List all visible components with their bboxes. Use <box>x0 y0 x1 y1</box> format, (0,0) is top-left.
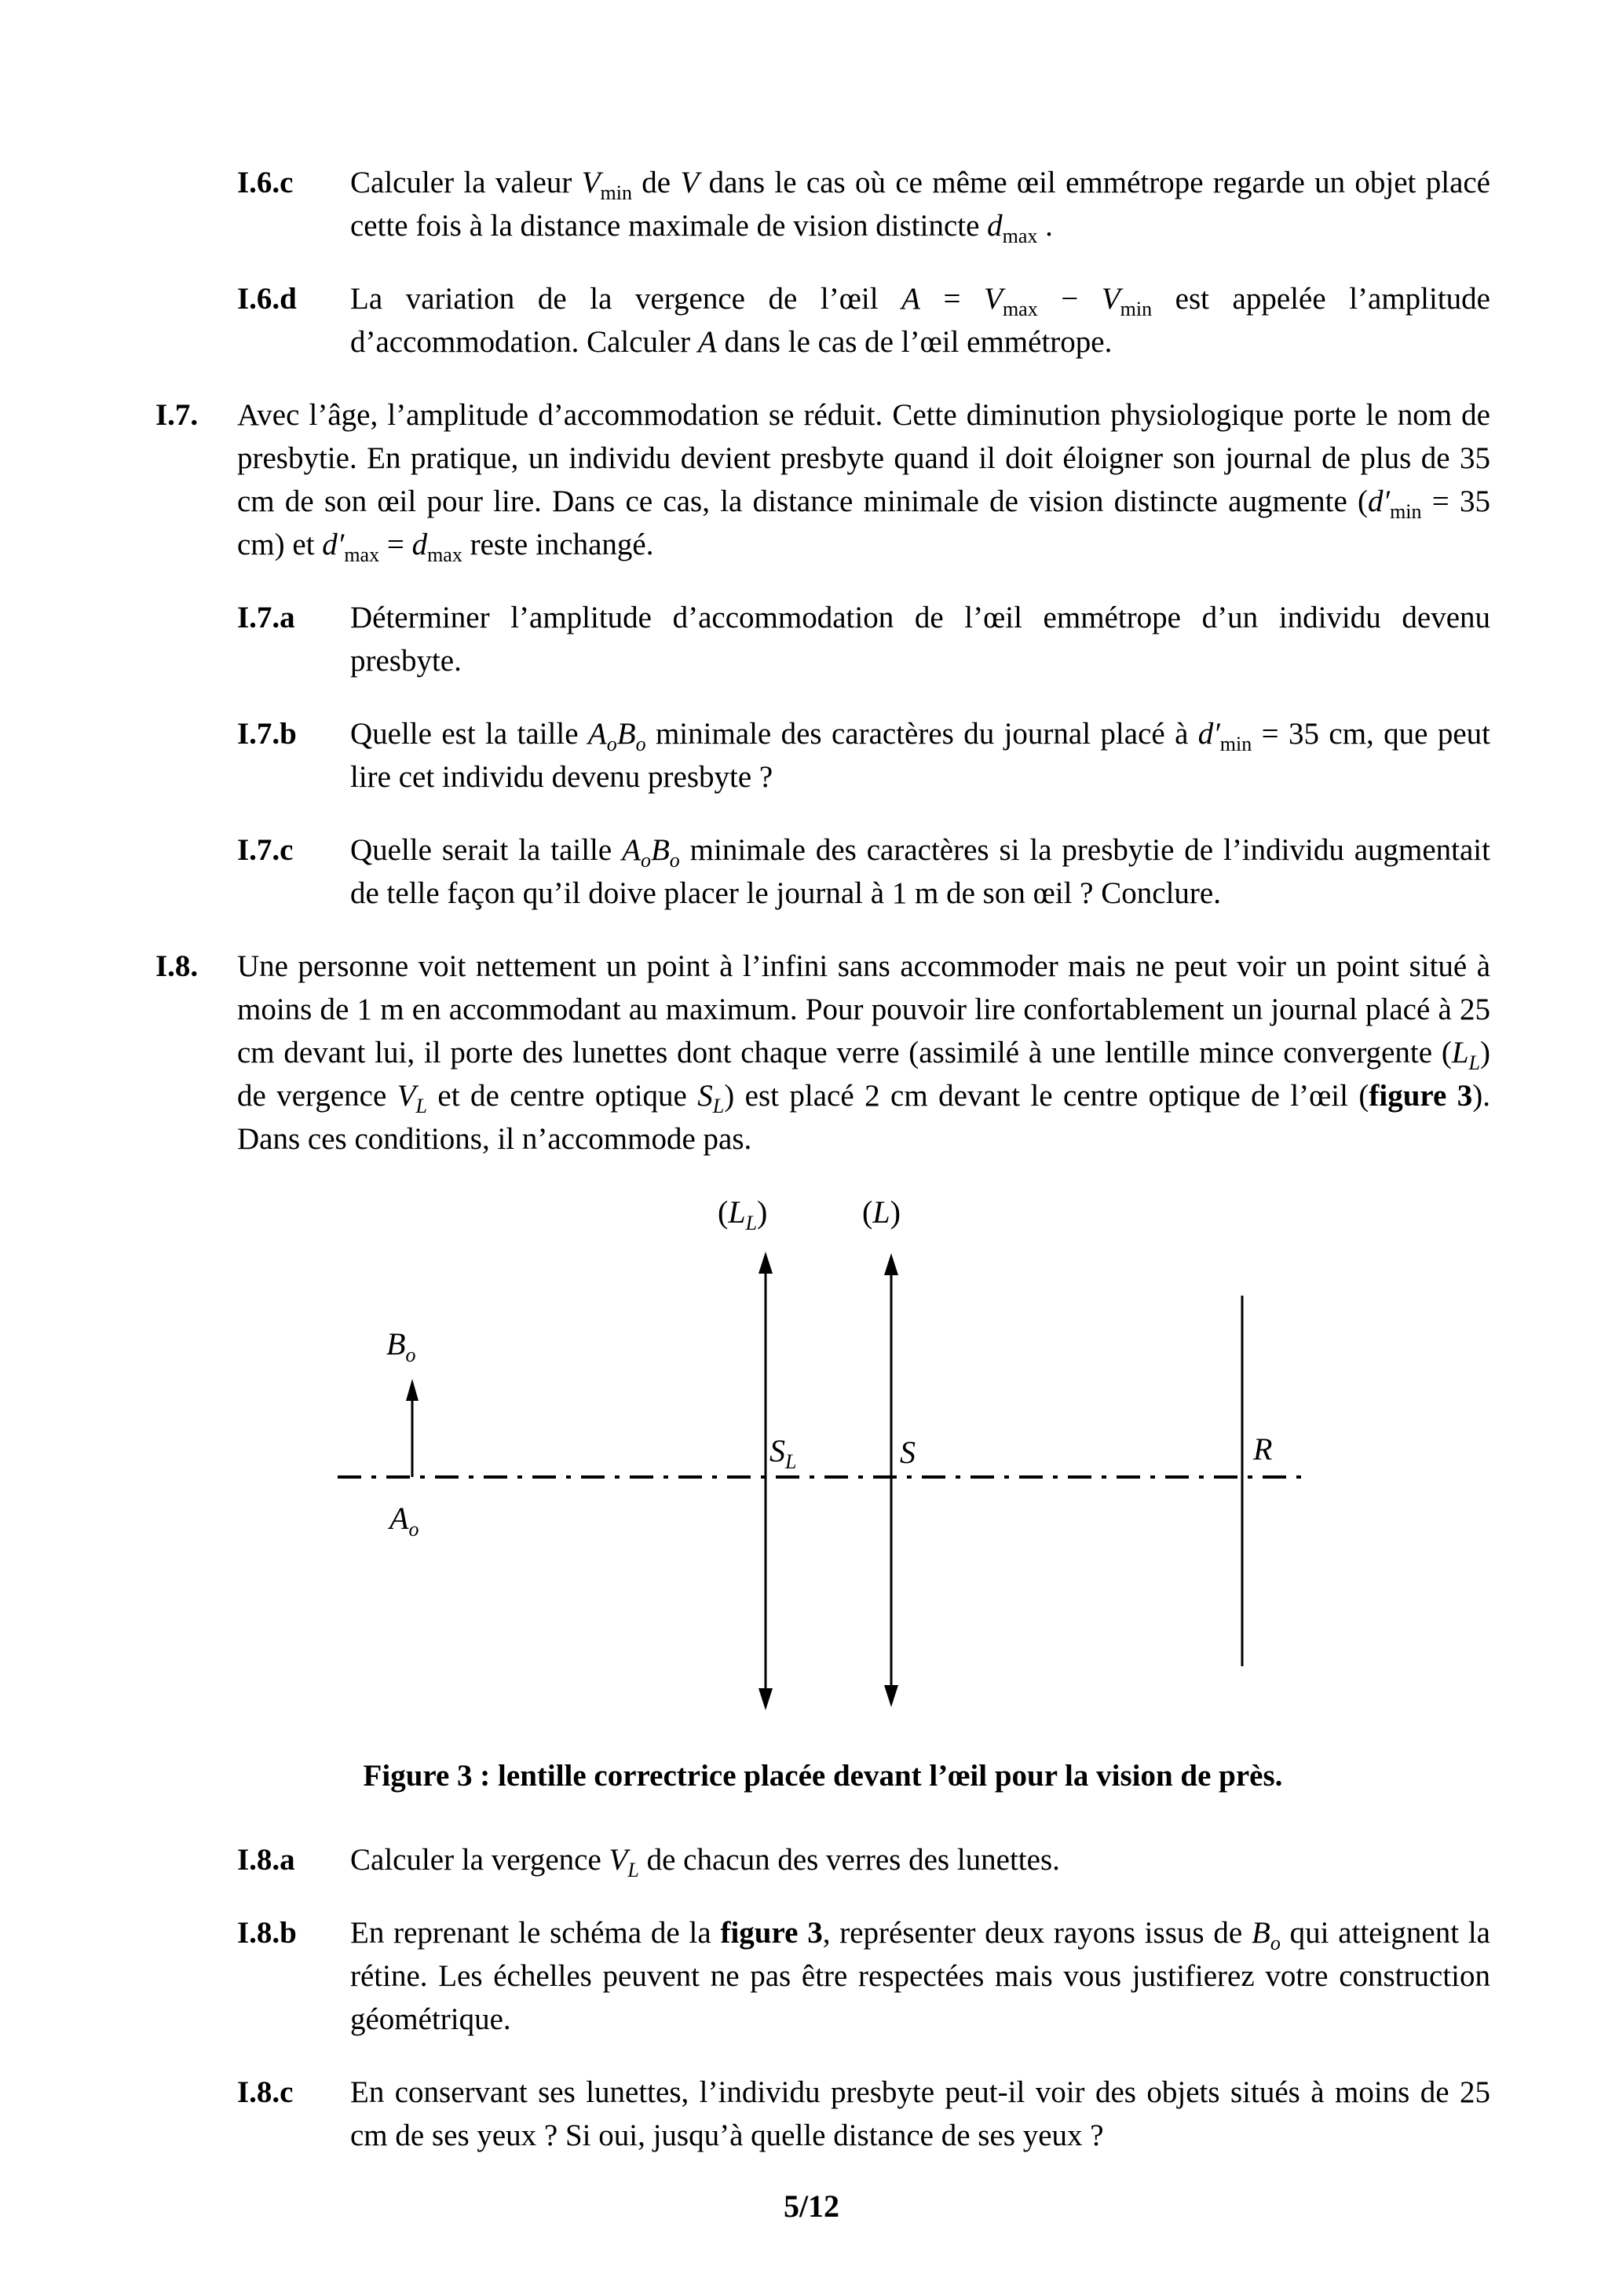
question-label: I.7.b <box>237 717 297 751</box>
question-label: I.7.c <box>237 833 294 867</box>
question-text: La variation de la vergence de l’œil $A = V_{max} - V_{min}$ est appelée l’amplitude d’accommodation. Calculer A dans le cas de l’œil emmétrope. <box>350 282 1490 359</box>
question-item-I7c <box>237 828 1490 915</box>
document-content <box>155 161 1490 2187</box>
question-item-I8b <box>237 1911 1490 2041</box>
question-item-I6c <box>237 161 1490 247</box>
question-text: Une personne voit nettement un point à l’infini sans accommoder mais ne peut voir un point situé à moins de 1 m en accommodant au maximum. Pour pouvoir lire confortablement un journal placé à 25 cm devant lui, il porte des lunettes dont chaque verre (assimilé à une lentille mince convergente $(L_L)$ de vergence $V_L$ et de centre optique $S_L$) est placé 2 cm devant le centre optique de l’œil (figure 3). Dans ces conditions, il n’accommode pas. <box>237 949 1490 1156</box>
question-text: Quelle serait la taille $A_oB_o$ minimale des caractères si la presbytie de l’individu augmentait de telle façon qu’il doive placer le journal à 1 m de son œil ? Conclure. <box>350 833 1490 910</box>
optical-diagram-canvas <box>155 1190 1490 1732</box>
object-top-label: $B_o$ <box>386 1326 416 1366</box>
question-item-I7 <box>155 393 1490 566</box>
question-item-I6d <box>237 277 1490 364</box>
page-number: 5/12 <box>783 2188 840 2224</box>
question-item-I8a <box>237 1838 1490 1881</box>
question-label: I.8.a <box>237 1843 295 1877</box>
question-label: I.8.b <box>237 1916 297 1950</box>
question-text: Quelle est la taille $A_oB_o$ minimale des caractères du journal placé à $d'_{min} = 35$ cm, que peut lire cet individu devenu presbyte ? <box>350 717 1490 794</box>
figure-caption: Figure 3 : lentille correctrice placée devant l’œil pour la vision de près. <box>363 1759 1283 1793</box>
eye-lens-label: (L) <box>862 1194 901 1230</box>
question-text: Calculer la valeur $V_{min}$ de V dans le cas où ce même œil emmétrope regarde un objet placé cette fois à la distance maximale de vision distincte $d_{max}$ . <box>350 166 1490 247</box>
question-text: Calculer la vergence $V_L$ de chacun des verres des lunettes. <box>350 1843 1060 1881</box>
question-label: I.8.c <box>237 2075 294 2109</box>
question-label: I.7.a <box>237 601 295 634</box>
arrowhead-up-icon <box>406 1379 419 1401</box>
question-label: I.7. <box>155 398 199 432</box>
arrowhead-up-icon <box>884 1253 898 1275</box>
question-label: I.6.c <box>237 166 294 199</box>
eye-vertex-label: S <box>900 1435 916 1470</box>
corrective-vertex-label: $S_L$ <box>769 1433 797 1473</box>
question-text: Déterminer l’amplitude d’accommodation de l’œil emmétrope d’un individu devenu presbyte. <box>350 601 1490 678</box>
question-text: Avec l’âge, l’amplitude d’accommodation se réduit. Cette diminution physiologique porte le nom de presbytie. En pratique, un individu devient presbyte quand il doit éloigner son journal de plus de 35 cm de son œil pour lire. Dans ce cas, la distance minimale de vision distincte augmente ($d'_{min} = 35$ cm) et $d'_{max} = d_{max}$ reste inchangé. <box>237 398 1490 566</box>
arrowhead-down-icon <box>758 1688 773 1710</box>
question-label: I.8. <box>155 949 199 983</box>
question-item-I8c <box>237 2071 1490 2157</box>
question-label: I.6.d <box>237 282 297 316</box>
figure-3-optical-diagram <box>155 1190 1490 1732</box>
object-bottom-label: $A_o$ <box>389 1501 419 1541</box>
question-item-I7b <box>237 712 1490 799</box>
arrowhead-down-icon <box>884 1685 898 1707</box>
question-text: En conservant ses lunettes, l’individu presbyte peut-il voir des objets situés à moins de 25 cm de ses yeux ? Si oui, jusqu’à quelle distance de ses yeux ? <box>350 2075 1490 2152</box>
arrowhead-up-icon <box>758 1252 773 1274</box>
question-item-I7a <box>237 596 1490 682</box>
question-item-I8 <box>155 945 1490 1161</box>
corrective-lens-label: $(L_L)$ <box>718 1194 768 1234</box>
retina-label: R <box>1253 1431 1273 1467</box>
question-text: En reprenant le schéma de la figure 3, représenter deux rayons issus de $B_o$ qui atteignent la rétine. Les échelles peuvent ne pas être respectées mais vous justifierez votre construction géométrique. <box>350 1916 1490 2036</box>
